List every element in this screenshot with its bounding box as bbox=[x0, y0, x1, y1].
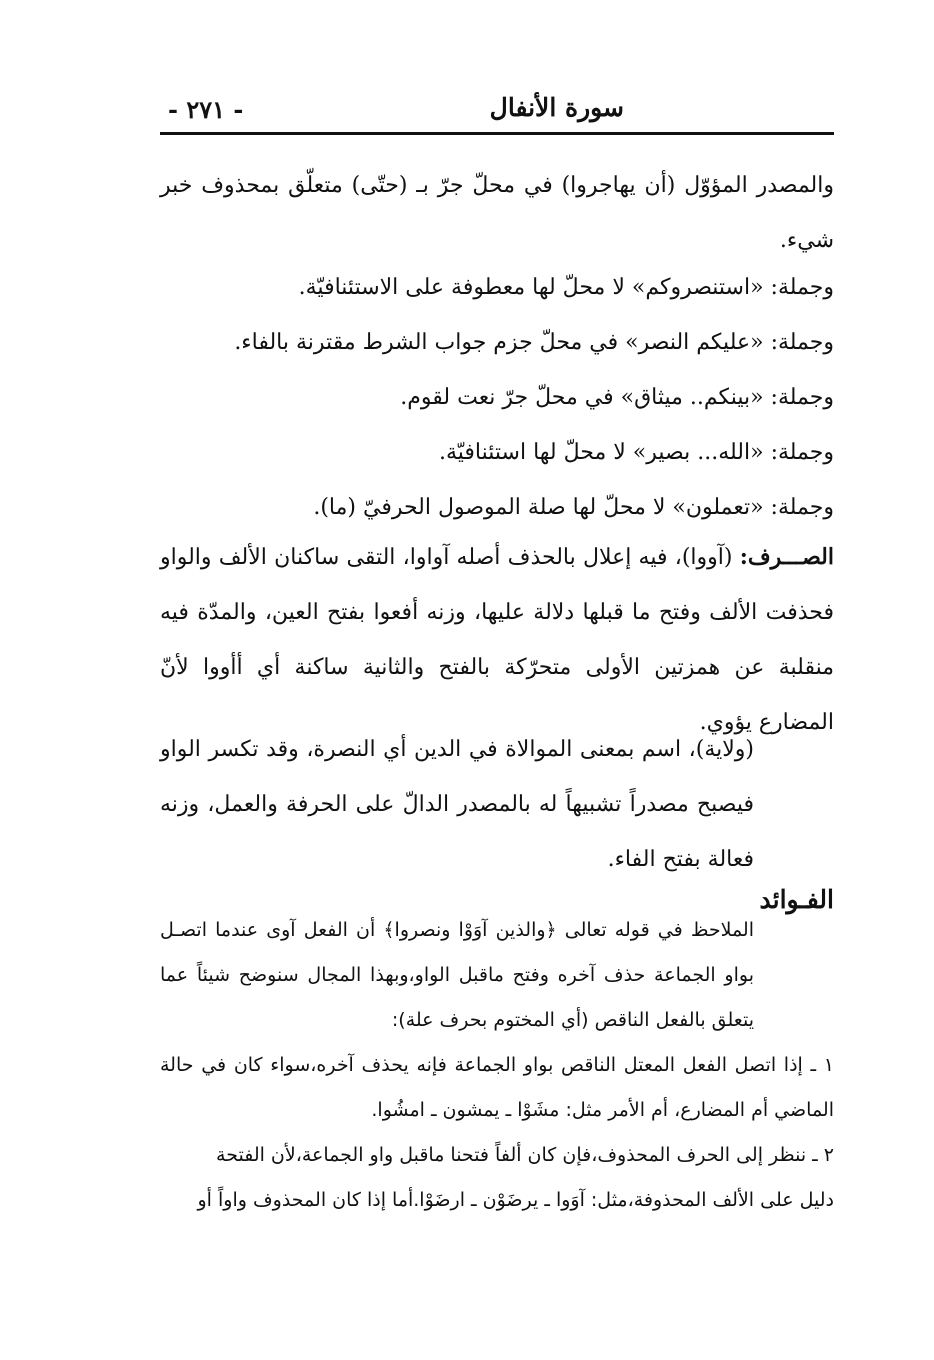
sarf-label: الصـــرف: bbox=[739, 544, 834, 570]
benefits-title: الفـوائد bbox=[759, 885, 834, 914]
benefits-intro: الملاحظ في قوله تعالى ﴿والذين آوَوْا ونصروا﴾ أن الفعل آوى عندما اتصـل بواو الجماعة حذف آخره وفتح ماقبل الواو،وبهذا المجال سنوضح شيئاً عما يتعلق بالفعل الناقص (أي المختوم بحرف علة): bbox=[160, 919, 754, 1031]
sentence-item: وجملة: «الله... بصير» لا محلّ لها استئنافيّة. bbox=[438, 440, 834, 465]
wilaya-section bbox=[160, 722, 834, 887]
benefits-point-1: ١ ـ إذا اتصل الفعل المعتل الناقص بواو الجماعة فإنه يحذف آخره،سواء كان في حالة الماضي أم المضارع، أم الأمر مثل: مشَوْا ـ يمشون ـ امشُوا. bbox=[160, 1054, 834, 1121]
surah-title: سورة الأنفال bbox=[489, 93, 624, 122]
header-divider bbox=[160, 132, 834, 135]
sarf-paragraph bbox=[160, 530, 834, 750]
page-header bbox=[160, 92, 834, 132]
sentence-item: وجملة: «بينكم.. ميثاق» في محلّ جرّ نعت لقوم. bbox=[400, 385, 834, 410]
sentence-list bbox=[234, 260, 834, 535]
paragraph-text: والمصدر المؤوّل (أن يهاجروا) في محلّ جرّ بـ (حتّى) متعلّق بمحذوف خبر شيء. bbox=[160, 173, 834, 253]
sentence-item: وجملة: «عليكم النصر» في محلّ جزم جواب الشرط مقترنة بالفاء. bbox=[234, 330, 834, 355]
sarf-section bbox=[160, 530, 834, 750]
sentence-item: وجملة: «استنصروكم» لا محلّ لها معطوفة على الاستئنافيّة. bbox=[298, 275, 834, 300]
paragraph-masdar bbox=[160, 158, 834, 268]
sarf-text: (آووا)، فيه إعلال بالحذف أصله آواوا، التقى ساكنان الألف والواو فحذفت الألف وفتح ما قبلها دلالة عليها، وزنه أفعوا بفتح العين، والمدّة فيه منقلبة عن همزتين الأولى متحرّكة بالفتح والثانية ساكنة أي أأووا لأنّ المضارع يؤوي. bbox=[160, 545, 834, 735]
benefits-point-2-cont: دليل على الألف المحذوفة،مثل: آوَوا ـ يرضَوْن ـ ارضَوْا.أما إذا كان المحذوف واواً أو bbox=[197, 1189, 834, 1211]
wilaya-paragraph: (ولاية)، اسم بمعنى الموالاة في الدين أي النصرة، وقد تكسر الواو فيصبح مصدراً تشبيهاً له بالمصدر الدالّ على الحرفة والعمل، وزنه فعالة بفتح الفاء. bbox=[160, 737, 754, 872]
benefits-point-2: ٢ ـ ننظر إلى الحرف المحذوف،فإن كان ألفاً فتحنا ماقبل واو الجماعة،لأن الفتحة bbox=[216, 1144, 834, 1166]
sentence-item: وجملة: «تعملون» لا محلّ لها صلة الموصول الحرفيّ (ما). bbox=[313, 495, 834, 520]
benefits-section bbox=[160, 908, 834, 1223]
page-number: - ٢٧١ - bbox=[168, 95, 244, 124]
